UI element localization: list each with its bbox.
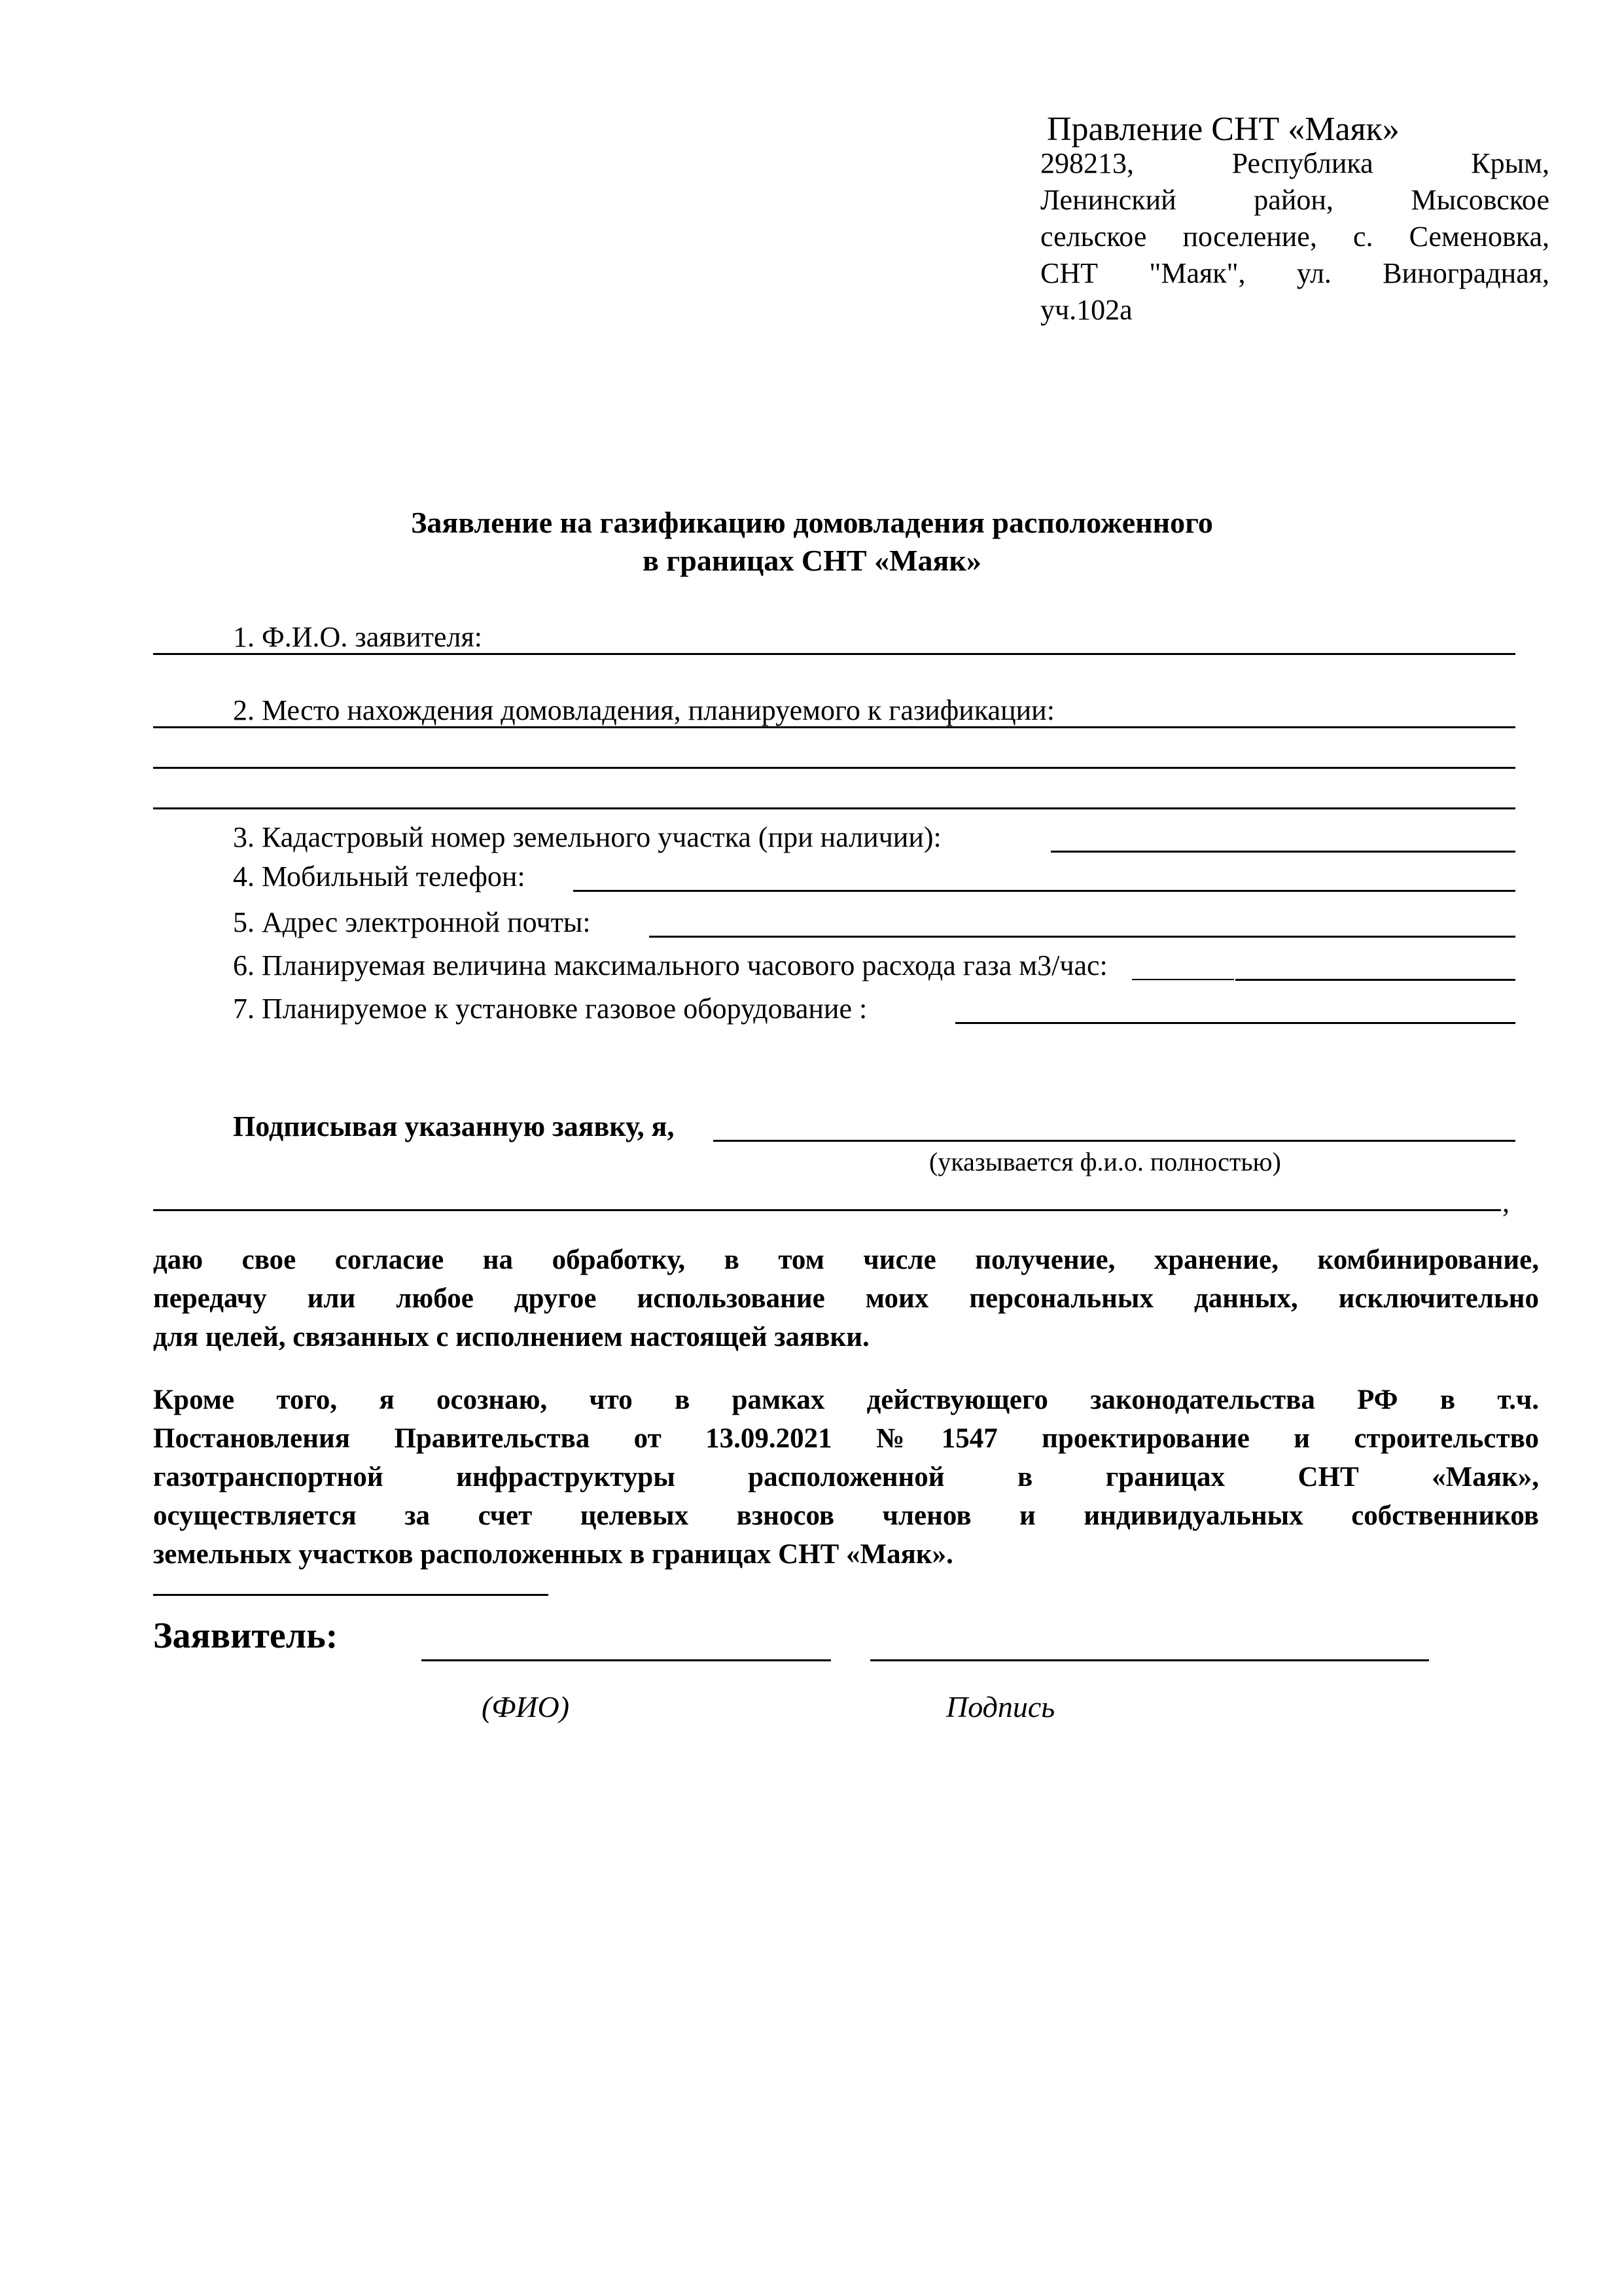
separator-line (153, 1594, 548, 1596)
field-label-mobile-phone: 4. Мобильный телефон: (233, 860, 525, 892)
field-gas-equipment-line[interactable] (955, 1022, 1515, 1024)
legal-paragraph (153, 1381, 1539, 1574)
consent-line: даю свое согласие на обработку, в том числе получение, хранение, комбинирование, (153, 1245, 1539, 1275)
field-email-line[interactable] (649, 936, 1515, 938)
consent-name-underline (713, 1140, 792, 1141)
title-line-1: Заявление на газификацию домовладения расположенного (411, 506, 1213, 539)
fio-caption: (ФИО) (482, 1690, 570, 1723)
field-label-property-location: 2. Место нахождения домовладения, планируемого к газификации: (233, 694, 1055, 726)
field-property-location-line-2[interactable] (153, 767, 1515, 769)
field-label-gas-equipment: 7. Планируемое к установке газовое оборудование : (233, 993, 868, 1025)
recipient-heading: Правление СНТ «Маяк» (1047, 111, 1400, 148)
legal-line: Кроме того, я осознаю, что в рамках действующего законодательства РФ в т.ч. (153, 1385, 1539, 1415)
address-line: уч.102а (1040, 294, 1133, 326)
legal-line: газотранспортной инфраструктуры расположенной в границах СНТ «Маяк», (153, 1462, 1539, 1492)
address-line: 298213, Республика Крым, (1040, 147, 1549, 179)
address-line: СНТ "Маяк", ул. Виноградная, (1040, 257, 1549, 289)
field-property-location-line-3[interactable] (153, 807, 1515, 809)
field-property-location-line-1[interactable] (153, 726, 1515, 728)
consent-paragraph (153, 1241, 1539, 1356)
field-label-cadastral-number: 3. Кадастровый номер земельного участка (при наличии): (233, 821, 942, 853)
applicant-label: Заявитель: (153, 1616, 338, 1656)
recipient-address (1040, 145, 1549, 328)
applicant-signature-line[interactable] (870, 1659, 1429, 1661)
consent-name-line[interactable] (713, 1140, 1515, 1142)
consent-line: передачу или любое другое использование моих персональных данных, исключительно (153, 1283, 1539, 1314)
consent-name-line-2[interactable] (153, 1209, 1501, 1211)
field-cadastral-number-line[interactable] (1051, 851, 1515, 853)
field-label-gas-consumption: 6. Планируемая величина максимального часового расхода газа м3/час: (233, 949, 1108, 981)
address-line: Ленинский район, Мысовское (1040, 184, 1549, 216)
document-title (0, 504, 1624, 580)
consent-comma: , (1502, 1186, 1509, 1218)
field-mobile-phone-line[interactable] (573, 890, 1515, 892)
unit-underline (1132, 979, 1234, 980)
applicant-fio-line[interactable] (421, 1659, 831, 1661)
consent-line: для целей, связанных с исполнением настоящей заявки. (153, 1322, 870, 1352)
legal-line: Постановления Правительства от 13.09.2021 №1547 проектирование и строительство (153, 1423, 1539, 1454)
consent-name-hint: (указывается ф.и.о. полностью) (929, 1147, 1281, 1176)
legal-line: земельных участков расположенных в границах СНТ «Маяк». (153, 1539, 953, 1570)
field-label-email: 5. Адрес электронной почты: (233, 906, 591, 938)
field-applicant-name-line[interactable] (153, 653, 1515, 655)
signature-caption: Подпись (946, 1690, 1055, 1723)
field-gas-consumption-line[interactable] (1235, 979, 1515, 981)
consent-lead: Подписывая указанную заявку, я, (233, 1110, 675, 1142)
address-line: сельское поселение, с. Семеновка, (1040, 221, 1549, 253)
title-line-2: в границах СНТ «Маяк» (643, 544, 981, 577)
field-label-applicant-name: 1. Ф.И.О. заявителя: (233, 621, 482, 653)
legal-line: осуществляется за счет целевых взносов членов и индивидуальных собственников (153, 1500, 1539, 1531)
